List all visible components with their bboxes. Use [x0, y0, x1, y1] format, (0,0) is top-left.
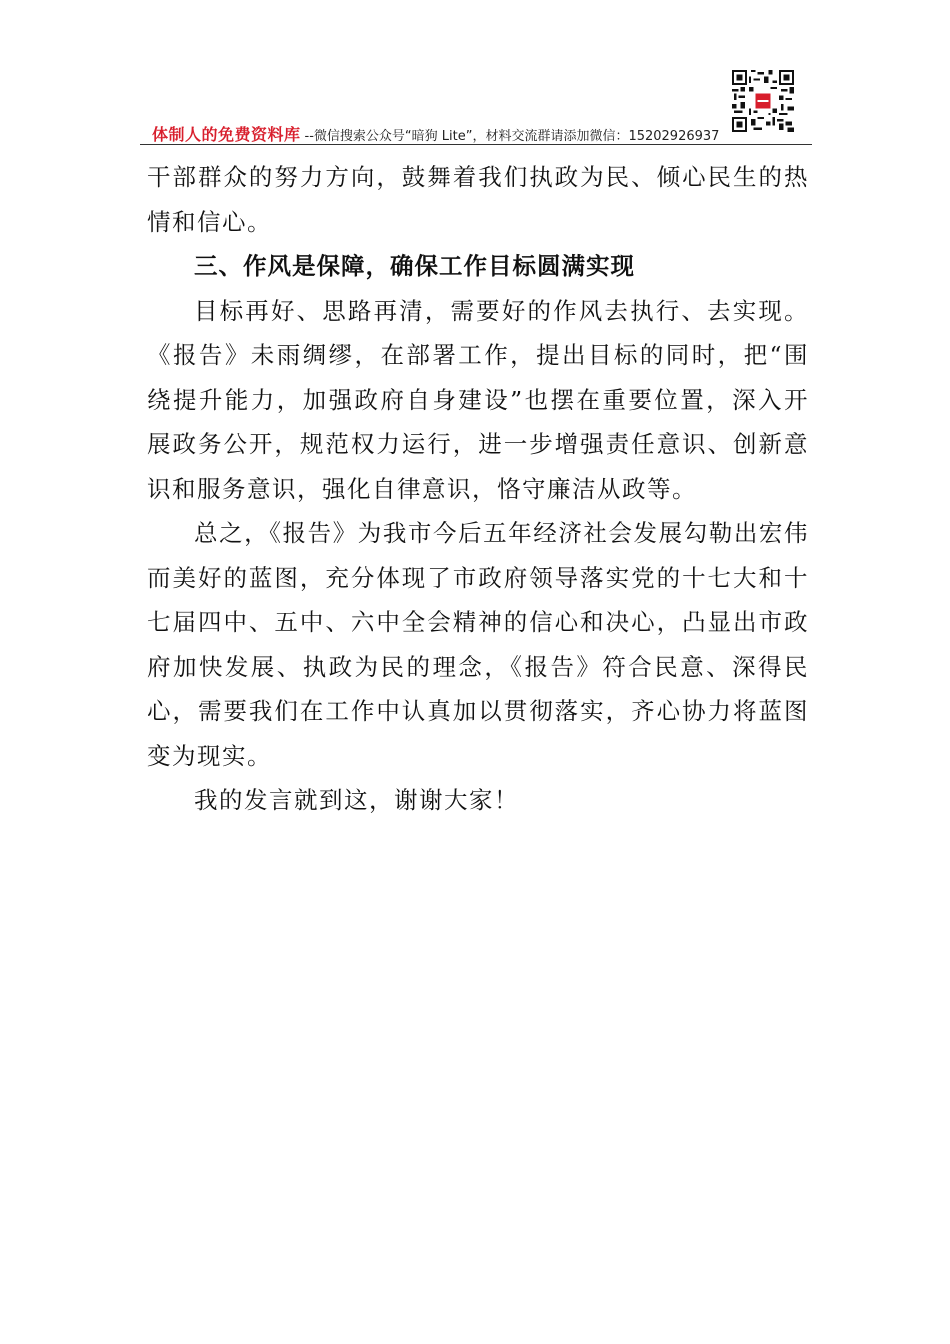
page-header	[140, 70, 812, 146]
paragraph: 目标再好、思路再清，需要好的作风去执行、去实现。《报告》未雨绸缪，在部署工作，提出目标的同时，把“围绕提升能力，加强政府自身建设”也摆在重要位置，深入开展政务公开，规范权力运行，进一步增强责任意识、创新意识和服务意识，强化自律意识，恪守廉洁从政等。	[147, 296, 809, 503]
qr-code-icon	[732, 70, 794, 132]
paragraph: 总之，《报告》为我市今后五年经济社会发展勾勒出宏伟而美好的蓝图，充分体现了市政府领导落实党的十七大和十七届四中、五中、六中全会精神的信心和决心，凸显出市政府加快发展、执政为民的理念，《报告》符合民意、深得民心，需要我们在工作中认真加以贯彻落实，齐心协力将蓝图变为现实。	[147, 519, 809, 770]
header-divider	[140, 144, 812, 145]
header-banner	[152, 122, 719, 145]
document-body	[147, 155, 809, 823]
promo-text: --微信搜索公众号“暗狗 Lite”，材料交流群请添加微信：15202926937	[304, 129, 720, 144]
section-heading: 三、作风是保障，确保工作目标圆满实现	[194, 252, 635, 280]
closing-paragraph: 我的发言就到这，谢谢大家！	[194, 786, 519, 814]
brand-title: 体制人的免费资料库	[152, 125, 301, 144]
paragraph-continued: 干部群众的努力方向，鼓舞着我们执政为民、倾心民生的热情和信心。	[147, 163, 809, 236]
